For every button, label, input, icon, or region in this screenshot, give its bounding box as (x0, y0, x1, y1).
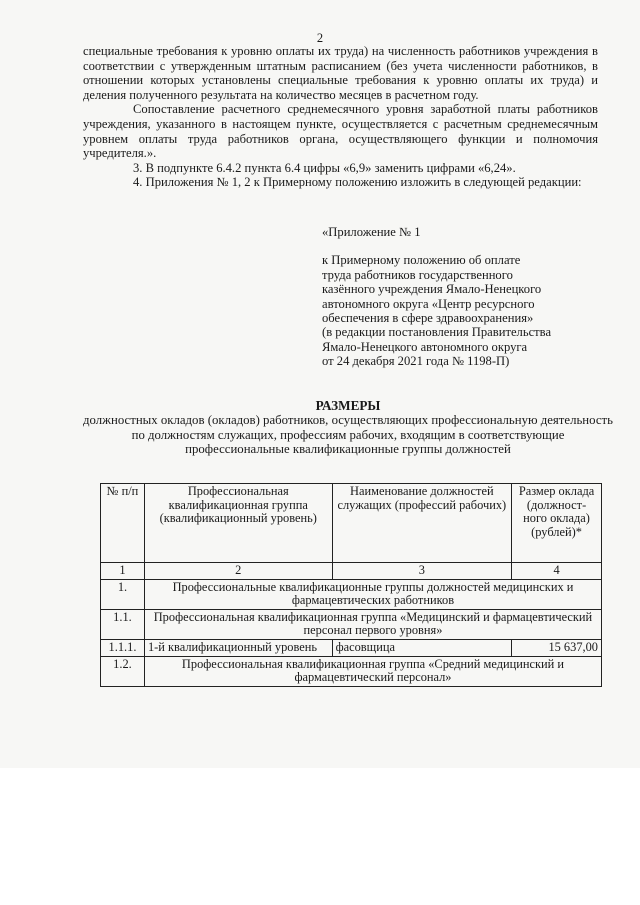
row-salary: 15 637,00 (512, 639, 602, 656)
column-number: 4 (512, 563, 602, 580)
row-group-title: Профессиональные квалификационные группы должностей медицинских и фармацевтических работников (144, 579, 601, 609)
row-group-title: Профессиональная квалификационная группа «Средний медицинский и фармацевтический персонал» (144, 656, 601, 686)
paragraph-1: специальные требования к уровню оплаты их труда) на численность работников учреждения в соответствии с утвержденным штатным расписанием (без учета численности работников, в отношении которых установлены специальные требования к уровню оплаты их труда) и деления полученного результата на количество месяцев в расчетном году. (83, 44, 598, 102)
paragraph-3: 3. В подпункте 6.4.2 пункта 6.4 цифры «6,9» заменить цифрами «6,24». (133, 160, 516, 175)
column-number-row (101, 563, 602, 580)
row-number: 1.1.1. (101, 639, 145, 656)
column-number: 2 (144, 563, 332, 580)
appendix-label: «Приложение № 1 (322, 225, 421, 239)
paragraph-4: 4. Приложения № 1, 2 к Примерному положению изложить в следующей редакции: (133, 175, 582, 190)
row-group-title: Профессиональная квалификационная группа «Медицинский и фармацевтический персонал первого уровня» (144, 609, 601, 639)
row-qualification-level: 1-й квалификационный уровень (144, 639, 332, 656)
salary-table (100, 483, 602, 687)
header-position: Наименование должностей служащих (профессий рабочих) (332, 484, 512, 563)
heading-title: РАЗМЕРЫ (315, 398, 381, 413)
row-number: 1.2. (101, 656, 145, 686)
row-position: фасовщица (332, 639, 512, 656)
header-group: Профессиональная квалификационная группа (квалификационный уровень) (144, 484, 332, 563)
row-number: 1. (101, 579, 145, 609)
appendix-ref-line: от 24 декабря 2021 года № 1198-П) (322, 354, 510, 369)
body-text (83, 44, 598, 190)
heading-subtitle: должностных окладов (окладов) работников, осуществляющих профессиональную деятельность по должностям служащих, профессиям рабочих, входящим в соответствующие профессиональные квалификационные группы должностей (83, 413, 613, 457)
column-number: 1 (101, 563, 145, 580)
table-row (101, 639, 602, 656)
table-row (101, 656, 602, 686)
page-number: 2 (316, 31, 324, 45)
document-heading (83, 398, 613, 457)
appendix-ref-line: обеспечения в сфере здравоохранения» (322, 311, 534, 326)
appendix-ref-line: автономного округа «Центр ресурсного (322, 296, 535, 311)
row-number: 1.1. (101, 609, 145, 639)
column-number: 3 (332, 563, 512, 580)
table-header-row (101, 484, 602, 563)
appendix-ref-line: к Примерному положению об оплате (322, 253, 521, 268)
appendix-ref-line: труда работников государственного (322, 267, 513, 282)
table-row (101, 579, 602, 609)
appendix-ref-line: (в редакции постановления Правительства (322, 325, 552, 340)
appendix-ref-line: Ямало-Ненецкого автономного округа (322, 339, 528, 354)
table-row (101, 609, 602, 639)
header-salary: Размер оклада (должност-ного оклада) (рублей)* (512, 484, 602, 563)
header-num: № п/п (101, 484, 145, 563)
paragraph-2: Сопоставление расчетного среднемесячного уровня заработной платы работников учреждения, указанного в настоящем пункте, осуществляется с расчетным среднемесячным уровнем оплаты труда работников органа, осуществляющего функции и полномочия учредителя.». (83, 102, 598, 161)
appendix-ref-line: казённого учреждения Ямало-Ненецкого (322, 282, 542, 297)
appendix-reference (322, 225, 612, 369)
